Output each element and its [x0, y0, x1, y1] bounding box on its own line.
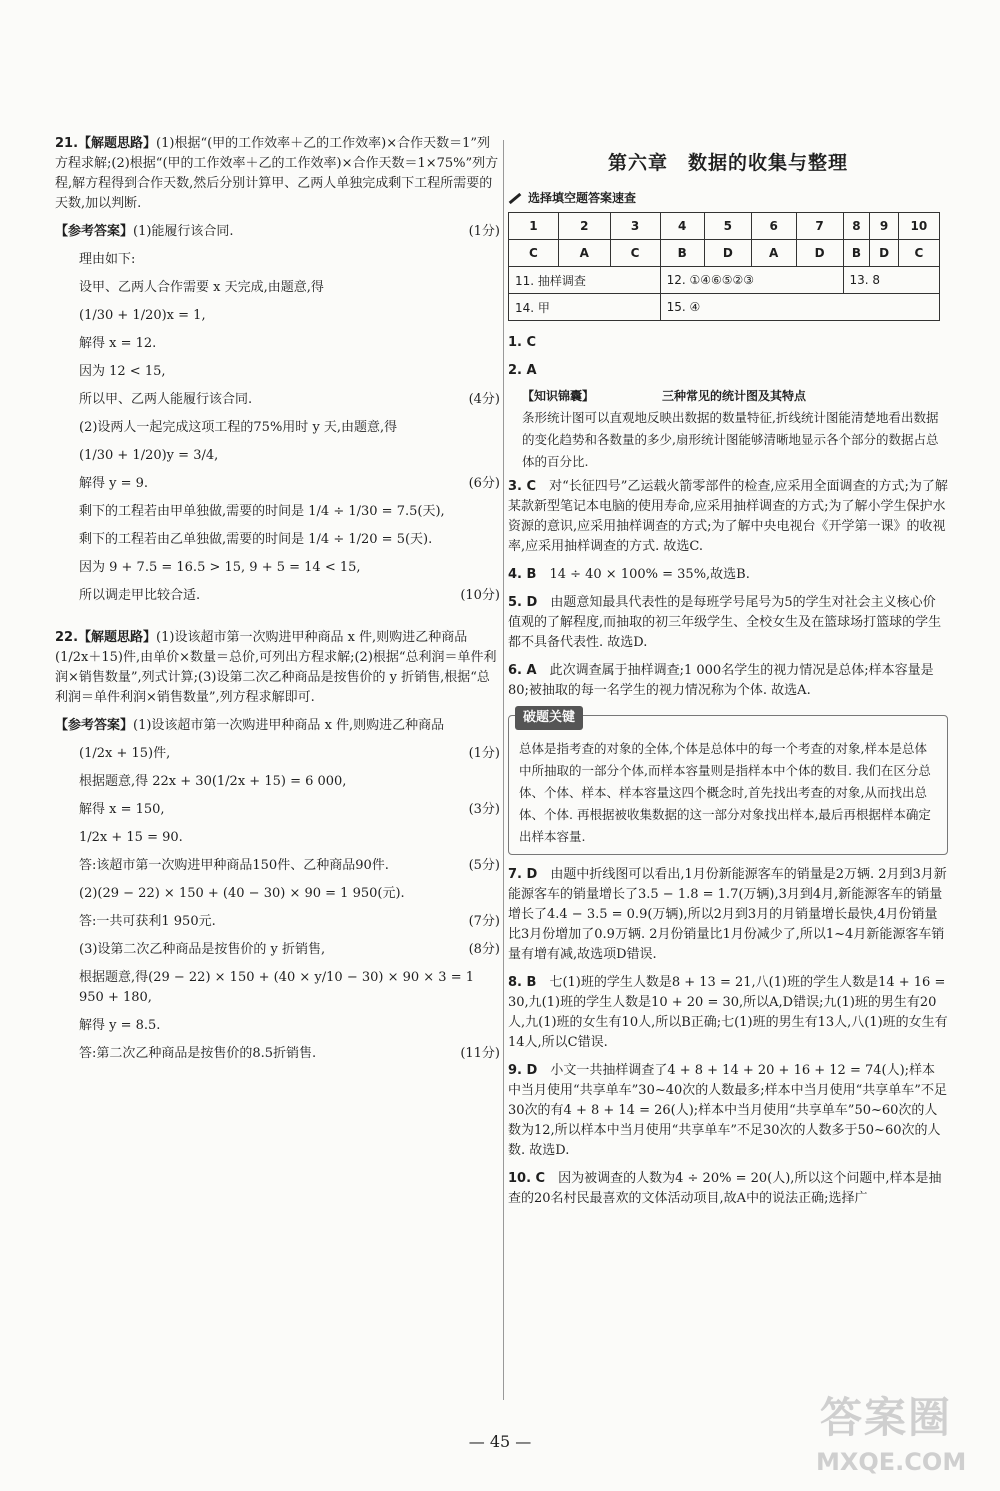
- solution-line: [55, 936, 500, 964]
- question-number: 6: [751, 213, 796, 240]
- explanation-item: [508, 589, 948, 657]
- solution-line: [55, 442, 500, 470]
- answer-letter: C: [610, 240, 660, 267]
- answer-letter: C: [509, 240, 559, 267]
- item-label: 3. C: [508, 479, 537, 494]
- line-text: (1/2x + 15)件,: [79, 746, 171, 761]
- knowledge-title: 三种常见的统计图及其特点: [662, 389, 807, 403]
- q21-number: 21.: [55, 136, 79, 151]
- solution-line: [55, 246, 500, 274]
- line-text: 解得 x = 12.: [79, 336, 157, 351]
- solution-line: [55, 470, 500, 498]
- line-text: 答:一共可获利1 950元.: [79, 914, 216, 929]
- chapter-title: 第六章 数据的收集与整理: [607, 152, 848, 174]
- item-label: 8. B: [508, 975, 537, 990]
- q22-answer: [55, 740, 500, 1068]
- q21-ref-line: [55, 218, 500, 246]
- knowledge-body: 条形统计图可以直观地反映出数据的数量特征,折线统计图能清楚地看出数据的变化趋势和各数量的多少,扇形统计图能够清晰地显示各个部分的数据占总体的百分比.: [522, 410, 939, 469]
- answer-letter: A: [751, 240, 796, 267]
- explanation-item: [508, 1165, 948, 1213]
- item-label: 6. A: [508, 663, 537, 678]
- line-text: 理由如下:: [79, 252, 136, 267]
- question-number: 4: [660, 213, 704, 240]
- fill-answer: 11. 抽样调查: [509, 267, 661, 294]
- explanation-item: [508, 473, 948, 561]
- points: (10分): [460, 588, 500, 603]
- line-text: (1/30 + 1/20)x = 1,: [79, 308, 206, 323]
- answer-letter: B: [843, 240, 870, 267]
- solution-line: [55, 330, 500, 358]
- line-text: 解得 x = 150,: [79, 802, 165, 817]
- line-text: (2)设两人一起完成这项工程的75%用时 y 天,由题意,得: [79, 420, 398, 435]
- line-text: (2)(29 − 22) × 150 + (40 − 30) × 90 = 1 950(元).: [79, 886, 405, 901]
- question-number: 3: [610, 213, 660, 240]
- answer-key-row4: [509, 294, 940, 321]
- points: (7分): [468, 914, 500, 929]
- explanation-item: [508, 861, 948, 969]
- answer-letter: D: [870, 240, 898, 267]
- answer-letter: B: [660, 240, 704, 267]
- item-text: 对“长征四号”乙运载火箭零部件的检查,应采用全面调查的方式;为了解某款新型笔记本电脑的使用寿命,应采用抽样调查的方式;为了解小学生保护水资源的意识,应采用抽样调查的方式;为了解中央电视台《开学第一课》的收视率,应采用抽样调查的方式. 故选C.: [508, 479, 948, 554]
- line-text: 1/2x + 15 = 90.: [79, 830, 183, 845]
- answer-key-table: [508, 212, 940, 321]
- solution-line: [55, 1040, 500, 1068]
- fill-answer: 14. 甲: [509, 294, 661, 321]
- line-text: (3)设第二次乙种商品是按售价的 y 折销售,: [79, 942, 326, 957]
- solution-line: [55, 554, 500, 582]
- solution-line: [55, 526, 500, 554]
- q22-thinking-text: (1)设该超市第一次购进甲种商品 x 件,则购进乙种商品(1/2x＋15)件,由单价×数量＝总价,可列出方程求解;(2)根据“总利润＝单件利润×销售数量”,列式计算;(3)设第二次乙种商品是按售价的 y 折销售,根据“总利润＝单件利润×销售数量”,列方程求解即可.: [55, 630, 497, 705]
- answer-2: 2. A: [508, 363, 537, 378]
- column-divider: [503, 140, 504, 1400]
- answer-letter: A: [558, 240, 610, 267]
- ref-answer-tag: 【参考答案】: [55, 224, 134, 239]
- answer-key-title: [508, 189, 948, 206]
- thinking-tag: 【解题思路】: [78, 630, 157, 645]
- line-text: 设甲、乙两人合作需要 x 天完成,由题意,得: [79, 280, 324, 295]
- points: (3分): [468, 802, 500, 817]
- solution-line: [55, 1012, 500, 1040]
- solution-line: [55, 824, 500, 852]
- points: (11分): [460, 1046, 500, 1061]
- item-text: 七(1)班的学生人数是8 + 13 = 21,八(1)班的学生人数是14 + 16 = 30,九(1)班的学生人数是10 + 20 = 30,所以A,D错误;九(1)班的男生有20人,九(1)班的女生有10人,所以B正确;七(1)班的男生有13人,八(1)班的女生有14人,所以C错误.: [508, 975, 948, 1050]
- question-number: 8: [843, 213, 870, 240]
- answer-key-numbers: [509, 213, 940, 240]
- watermark-logo: 答案圈: [820, 1393, 953, 1442]
- left-column: [55, 130, 500, 1068]
- solution-line: [55, 582, 500, 610]
- answer-letter: D: [796, 240, 843, 267]
- item-text: 此次调查属于抽样调查;1 000名学生的视力情况是总体;样本容量是80;被抽取的每一名学生的视力情况称为个体. 故选A.: [508, 663, 934, 698]
- line-text: 答:该超市第一次购进甲种商品150件、乙种商品90件.: [79, 858, 389, 873]
- answer-explanations: [508, 473, 948, 705]
- solution-line: [55, 302, 500, 330]
- item-label: 7. D: [508, 867, 538, 882]
- q21-answer: [55, 218, 500, 610]
- solution-line: [55, 964, 500, 1012]
- knowledge-tag: 【知识锦囊】: [522, 389, 595, 403]
- item-text: 由题中折线图可以看出,1月份新能源客车的销量是2万辆. 2月到3月新能源客车的销量增长了3.5 − 1.8 = 1.7(万辆),3月到4月,新能源客车的销量增长了4.4 − 3.5 = 0.9(万辆),所以2月到3月的月销量增长最快,4月份销量比3月份增加了0.9万辆. 2月份销量比1月份减少了,所以1~4月新能源客车销量有增有减,故选项D错误.: [508, 867, 947, 962]
- fill-answer: 15. ④: [660, 294, 939, 321]
- key-insight-body: 总体是指考查的对象的全体,个体是总体中的每一个考查的对象,样本是总体中所抽取的一部分个体,而样本容量则是指样本中个体的数目. 我们在区分总体、个体、样本、样本容量这四个概念时,首先找出考查的对象,从而找出总体、个体. 再根据被收集数据的这一部分对象找出样本,最后再根据样本确定出样本容量.: [519, 741, 931, 844]
- knowledge-head: [522, 385, 948, 407]
- pencil-icon: [509, 193, 522, 204]
- line-text: (1)能履行该合同.: [133, 224, 234, 239]
- line-text: 解得 y = 8.5.: [79, 1018, 161, 1033]
- explanation-item: [508, 561, 948, 589]
- answer-letter: D: [704, 240, 751, 267]
- points: (4分): [468, 392, 500, 407]
- explanation-item: [508, 1057, 948, 1165]
- answer-key-title-text: 选择填空题答案速查: [528, 191, 637, 205]
- item-label: 5. D: [508, 595, 538, 610]
- page-number: — 45 —: [468, 1432, 532, 1451]
- line-text: 根据题意,得(29 − 22) × 150 + (40 × y/10 − 30) × 90 × 3 = 1 950 + 180,: [79, 970, 475, 1005]
- line-text: (1)设该超市第一次购进甲种商品 x 件,则购进乙种商品: [133, 718, 445, 733]
- solution-line: [55, 414, 500, 442]
- solution-line: [55, 852, 500, 880]
- ref-answer-tag: 【参考答案】: [55, 718, 134, 733]
- solution-line: [55, 498, 500, 526]
- answer-letter: C: [898, 240, 939, 267]
- solution-line: [55, 908, 500, 936]
- knowledge-box: [508, 385, 948, 473]
- question-number: 10: [898, 213, 939, 240]
- answer-key-row3: [509, 267, 940, 294]
- points: (8分): [468, 942, 500, 957]
- line-text: 剩下的工程若由甲单独做,需要的时间是 1/4 ÷ 1/30 = 7.5(天),: [79, 504, 445, 519]
- solution-line: [55, 740, 500, 768]
- item-text: 因为被调查的人数为4 ÷ 20% = 20(人),所以这个问题中,样本是抽查的20名村民最喜欢的文体活动项目,故A中的说法正确;选择广: [508, 1171, 942, 1206]
- item-text: 由题意知最具代表性的是每班学号尾号为5的学生对社会主义核心价值观的了解程度,而抽取的初三年级学生、全校女生及在篮球场打篮球的学生都不具备代表性. 故选D.: [508, 595, 942, 650]
- q22-thinking: [55, 624, 500, 712]
- points: (1分): [468, 746, 500, 761]
- key-insight-title: 破题关键: [515, 706, 583, 730]
- item-text: 14 ÷ 40 × 100% = 35%,故选B.: [549, 567, 750, 582]
- fill-answer: 13. 8: [843, 267, 939, 294]
- question-number: 9: [870, 213, 898, 240]
- answer-key-answers: [509, 240, 940, 267]
- item-label: 10. C: [508, 1171, 546, 1186]
- points: (6分): [468, 476, 500, 491]
- question-number: 7: [796, 213, 843, 240]
- line-text: 剩下的工程若由乙单独做,需要的时间是 1/4 ÷ 1/20 = 5(天).: [79, 532, 433, 547]
- solution-line: [55, 880, 500, 908]
- solution-line: [55, 796, 500, 824]
- explanation-item: [508, 657, 948, 705]
- solution-line: [55, 274, 500, 302]
- answer-1: 1. C: [508, 335, 537, 350]
- thinking-tag: 【解题思路】: [78, 136, 157, 151]
- q21-thinking: [55, 130, 500, 218]
- line-text: 因为 12 < 15,: [79, 364, 166, 379]
- watermark-url: MXQE.COM: [816, 1448, 967, 1476]
- item-label: 9. D: [508, 1063, 538, 1078]
- right-column: [508, 130, 948, 1213]
- item-label: 4. B: [508, 567, 537, 582]
- q22-number: 22.: [55, 630, 79, 645]
- question-number: 2: [558, 213, 610, 240]
- question-number: 1: [509, 213, 559, 240]
- line-text: (1/30 + 1/20)y = 3/4,: [79, 448, 219, 463]
- points: (1分): [468, 224, 500, 239]
- question-number: 5: [704, 213, 751, 240]
- line-text: 答:第二次乙种商品是按售价的8.5折销售.: [79, 1046, 317, 1061]
- solution-line: [55, 768, 500, 796]
- line-text: 因为 9 + 7.5 = 16.5 > 15, 9 + 5 = 14 < 15,: [79, 560, 361, 575]
- fill-answer: 12. ①④⑥⑤②③: [660, 267, 843, 294]
- key-insight-box: [508, 710, 948, 855]
- q22-ref-line: [55, 712, 500, 740]
- line-text: 解得 y = 9.: [79, 476, 149, 491]
- points: (5分): [468, 858, 500, 873]
- line-text: 所以调走甲比较合适.: [79, 588, 201, 603]
- explanation-item: [508, 969, 948, 1057]
- solution-line: [55, 386, 500, 414]
- item-text: 小文一共抽样调查了4 + 8 + 14 + 20 + 16 + 12 = 74(人);样本中当月使用“共享单车”30~40次的人数最多;样本中当月使用“共享单车”不足30次的有4 + 8 + 14 = 26(人);样本中当月使用“共享单车”50~60次的人数为12,所以样本中当月使用“共享单车”不足30次的人数多于50~60次的人数. 故选D.: [508, 1063, 947, 1158]
- q21-thinking-text: (1)根据“(甲的工作效率＋乙的工作效率)×合作天数＝1”列方程求解;(2)根据“(甲的工作效率＋乙的工作效率)×合作天数＝1×75%”列方程,解方程得到合作天数,然后分别计算甲、乙两人单独完成剩下工程所需要的天数,加以判断.: [55, 136, 499, 211]
- line-text: 所以甲、乙两人能履行该合同.: [79, 392, 253, 407]
- line-text: 根据题意,得 22x + 30(1/2x + 15) = 6 000,: [79, 774, 347, 789]
- answer-explanations-2: [508, 861, 948, 1213]
- solution-line: [55, 358, 500, 386]
